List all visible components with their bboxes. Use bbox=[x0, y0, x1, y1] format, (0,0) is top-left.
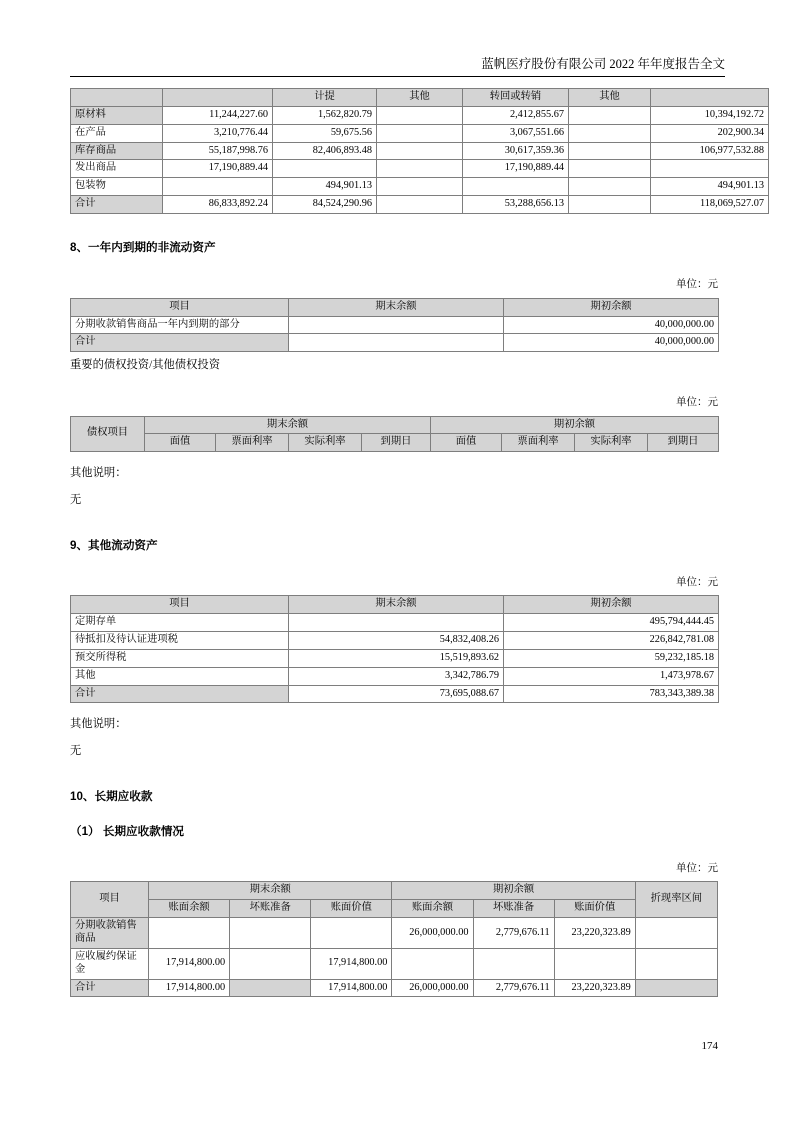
page-number: 174 bbox=[701, 1040, 718, 1052]
cell-value bbox=[635, 918, 717, 949]
col-book-value-end: 账面价值 bbox=[311, 900, 392, 918]
cell-value bbox=[392, 948, 473, 979]
table-total-row bbox=[71, 685, 719, 703]
cell-value: 17,190,889.44 bbox=[163, 160, 273, 178]
table-row bbox=[71, 948, 718, 979]
row-label: 合计 bbox=[71, 334, 289, 352]
table-total-row bbox=[71, 196, 769, 214]
cell-value bbox=[377, 142, 463, 160]
row-label: 其他 bbox=[71, 667, 289, 685]
cell-value: 2,412,855.67 bbox=[463, 106, 569, 124]
col-item: 项目 bbox=[71, 882, 149, 918]
cell-value: 23,220,323.89 bbox=[554, 918, 635, 949]
col-beginning-balance: 期初余额 bbox=[504, 596, 719, 614]
cell-beginning-balance: 40,000,000.00 bbox=[504, 316, 719, 334]
col-blank-2 bbox=[163, 89, 273, 107]
section-10-1-heading: （1） 长期应收款情况 bbox=[70, 824, 185, 838]
cell-value: 494,901.13 bbox=[651, 178, 769, 196]
cell-value bbox=[635, 948, 717, 979]
row-label: 合计 bbox=[71, 979, 149, 997]
table-header-row-group bbox=[71, 882, 718, 900]
cell-value bbox=[651, 160, 769, 178]
col-coupon-rate-begin: 票面利率 bbox=[502, 434, 575, 452]
other-note-value-1: 无 bbox=[70, 493, 82, 506]
table-row bbox=[71, 124, 769, 142]
col-book-balance-begin: 账面余额 bbox=[392, 900, 473, 918]
cell-value bbox=[149, 918, 230, 949]
cell-value bbox=[569, 142, 651, 160]
colgroup-beginning-balance: 期初余额 bbox=[431, 416, 719, 434]
row-label: 预交所得税 bbox=[71, 649, 289, 667]
cell-ending-balance: 3,342,786.79 bbox=[289, 667, 504, 685]
table-row bbox=[71, 667, 719, 685]
row-label: 原材料 bbox=[71, 106, 163, 124]
unit-label-section9: 单位：元 bbox=[676, 576, 718, 588]
cell-value: 2,779,676.11 bbox=[473, 918, 554, 949]
col-item: 项目 bbox=[71, 298, 289, 316]
cell-beginning-balance: 783,343,389.38 bbox=[504, 685, 719, 703]
running-header: 蓝帆医疗股份有限公司 2022 年年度报告全文 bbox=[70, 56, 725, 77]
long-term-receivables-table bbox=[70, 881, 718, 997]
col-maturity-date-begin: 到期日 bbox=[648, 434, 719, 452]
cell-value: 11,244,227.60 bbox=[163, 106, 273, 124]
cell-value: 494,901.13 bbox=[273, 178, 377, 196]
row-label: 包装物 bbox=[71, 178, 163, 196]
table-header-row bbox=[71, 596, 719, 614]
table-header-row-sub bbox=[71, 900, 718, 918]
colgroup-ending-balance: 期末余额 bbox=[149, 882, 392, 900]
cell-value bbox=[463, 178, 569, 196]
col-book-balance-end: 账面余额 bbox=[149, 900, 230, 918]
cell-beginning-balance: 59,232,185.18 bbox=[504, 649, 719, 667]
cell-value: 82,406,893.48 bbox=[273, 142, 377, 160]
cell-value: 26,000,000.00 bbox=[392, 918, 473, 949]
col-face-value-begin: 面值 bbox=[431, 434, 502, 452]
table-row bbox=[71, 649, 719, 667]
col-blank-1 bbox=[71, 89, 163, 107]
cell-ending-balance: 54,832,408.26 bbox=[289, 631, 504, 649]
cell-value bbox=[311, 918, 392, 949]
col-bad-debt-provision-begin: 坏账准备 bbox=[473, 900, 554, 918]
table-total-row bbox=[71, 979, 718, 997]
table-header-row-sub bbox=[71, 434, 719, 452]
section-8-heading: 8、一年内到期的非流动资产 bbox=[70, 241, 216, 255]
cell-value bbox=[473, 948, 554, 979]
section-9-heading: 9、其他流动资产 bbox=[70, 538, 158, 552]
cell-value: 17,914,800.00 bbox=[311, 979, 392, 997]
cell-value: 106,977,532.88 bbox=[651, 142, 769, 160]
cell-ending-balance: 15,519,893.62 bbox=[289, 649, 504, 667]
cell-value bbox=[569, 106, 651, 124]
cell-value bbox=[273, 160, 377, 178]
col-ending-balance: 期末余额 bbox=[289, 298, 504, 316]
table-row bbox=[71, 614, 719, 632]
inventory-provision-table bbox=[70, 88, 769, 214]
cell-value: 59,675.56 bbox=[273, 124, 377, 142]
row-label: 应收履约保证金 bbox=[71, 948, 149, 979]
table-row bbox=[71, 160, 769, 178]
cell-value: 118,069,527.07 bbox=[651, 196, 769, 214]
unit-label-section8: 单位：元 bbox=[676, 279, 718, 291]
cell-value: 1,562,820.79 bbox=[273, 106, 377, 124]
row-label: 合计 bbox=[71, 685, 289, 703]
table-row bbox=[71, 142, 769, 160]
cell-value bbox=[230, 979, 311, 997]
cell-value: 17,914,800.00 bbox=[149, 948, 230, 979]
cell-beginning-balance: 1,473,978.67 bbox=[504, 667, 719, 685]
cell-value: 3,067,551.66 bbox=[463, 124, 569, 142]
col-ending-balance: 期末余额 bbox=[289, 596, 504, 614]
cell-ending-balance bbox=[289, 316, 504, 334]
col-debt-item: 债权项目 bbox=[71, 416, 145, 452]
cell-value: 3,210,776.44 bbox=[163, 124, 273, 142]
cell-value: 23,220,323.89 bbox=[554, 979, 635, 997]
other-note-label-1: 其他说明： bbox=[70, 467, 127, 480]
row-label: 待抵扣及待认证进项税 bbox=[71, 631, 289, 649]
col-bad-debt-provision-end: 坏账准备 bbox=[230, 900, 311, 918]
cell-value bbox=[377, 106, 463, 124]
col-blank-3 bbox=[651, 89, 769, 107]
col-book-value-begin: 账面价值 bbox=[554, 900, 635, 918]
cell-ending-balance bbox=[289, 614, 504, 632]
col-coupon-rate-end: 票面利率 bbox=[216, 434, 289, 452]
cell-value: 10,394,192.72 bbox=[651, 106, 769, 124]
table-header-row bbox=[71, 89, 769, 107]
cell-beginning-balance: 495,794,444.45 bbox=[504, 614, 719, 632]
row-label: 合计 bbox=[71, 196, 163, 214]
section-10-heading: 10、长期应收款 bbox=[70, 789, 153, 803]
cell-value bbox=[569, 178, 651, 196]
cell-value: 30,617,359.36 bbox=[463, 142, 569, 160]
col-provision: 计提 bbox=[273, 89, 377, 107]
row-label: 定期存单 bbox=[71, 614, 289, 632]
col-effective-rate-begin: 实际利率 bbox=[575, 434, 648, 452]
cell-value bbox=[569, 160, 651, 178]
cell-value bbox=[377, 124, 463, 142]
col-discount-rate-range: 折现率区间 bbox=[635, 882, 717, 918]
col-other-2: 其他 bbox=[569, 89, 651, 107]
cell-value: 86,833,892.24 bbox=[163, 196, 273, 214]
col-item: 项目 bbox=[71, 596, 289, 614]
col-maturity-date-end: 到期日 bbox=[362, 434, 431, 452]
cell-value: 26,000,000.00 bbox=[392, 979, 473, 997]
page-content bbox=[70, 88, 764, 997]
col-face-value-end: 面值 bbox=[145, 434, 216, 452]
current-portion-noncurrent-assets-table bbox=[70, 298, 719, 353]
colgroup-ending-balance: 期末余额 bbox=[145, 416, 431, 434]
cell-value: 17,914,800.00 bbox=[311, 948, 392, 979]
cell-value bbox=[635, 979, 717, 997]
cell-value bbox=[163, 178, 273, 196]
cell-value bbox=[377, 196, 463, 214]
table-header-row-group bbox=[71, 416, 719, 434]
col-effective-rate-end: 实际利率 bbox=[289, 434, 362, 452]
cell-value bbox=[377, 178, 463, 196]
debt-investment-table bbox=[70, 416, 719, 453]
cell-value: 53,288,656.13 bbox=[463, 196, 569, 214]
cell-value: 17,914,800.00 bbox=[149, 979, 230, 997]
table-row bbox=[71, 106, 769, 124]
table-row bbox=[71, 918, 718, 949]
cell-value bbox=[377, 160, 463, 178]
table-row bbox=[71, 631, 719, 649]
cell-value: 202,900.34 bbox=[651, 124, 769, 142]
other-note-value-2: 无 bbox=[70, 745, 82, 758]
cell-value: 55,187,998.76 bbox=[163, 142, 273, 160]
cell-beginning-balance: 226,842,781.08 bbox=[504, 631, 719, 649]
table-row bbox=[71, 316, 719, 334]
cell-value bbox=[230, 918, 311, 949]
cell-value: 84,524,290.96 bbox=[273, 196, 377, 214]
table-row bbox=[71, 178, 769, 196]
col-other-1: 其他 bbox=[377, 89, 463, 107]
other-note-label-2: 其他说明： bbox=[70, 718, 127, 731]
cell-value bbox=[230, 948, 311, 979]
table-header-row bbox=[71, 298, 719, 316]
row-label: 发出商品 bbox=[71, 160, 163, 178]
cell-value bbox=[569, 196, 651, 214]
cell-ending-balance: 73,695,088.67 bbox=[289, 685, 504, 703]
cell-value: 2,779,676.11 bbox=[473, 979, 554, 997]
row-label: 分期收款销售商品 bbox=[71, 918, 149, 949]
cell-value bbox=[569, 124, 651, 142]
other-current-assets-table bbox=[70, 595, 719, 703]
unit-label-section10: 单位：元 bbox=[676, 862, 718, 874]
row-label: 分期收款销售商品一年内到期的部分 bbox=[71, 316, 289, 334]
important-debt-investment-label: 重要的债权投资/其他债权投资 bbox=[70, 359, 220, 372]
cell-value: 17,190,889.44 bbox=[463, 160, 569, 178]
row-label: 在产品 bbox=[71, 124, 163, 142]
cell-beginning-balance: 40,000,000.00 bbox=[504, 334, 719, 352]
col-beginning-balance: 期初余额 bbox=[504, 298, 719, 316]
row-label: 库存商品 bbox=[71, 142, 163, 160]
col-reversal: 转回或转销 bbox=[463, 89, 569, 107]
table-total-row bbox=[71, 334, 719, 352]
cell-ending-balance bbox=[289, 334, 504, 352]
colgroup-beginning-balance: 期初余额 bbox=[392, 882, 635, 900]
cell-value bbox=[554, 948, 635, 979]
unit-label-debt-table: 单位：元 bbox=[676, 396, 718, 408]
